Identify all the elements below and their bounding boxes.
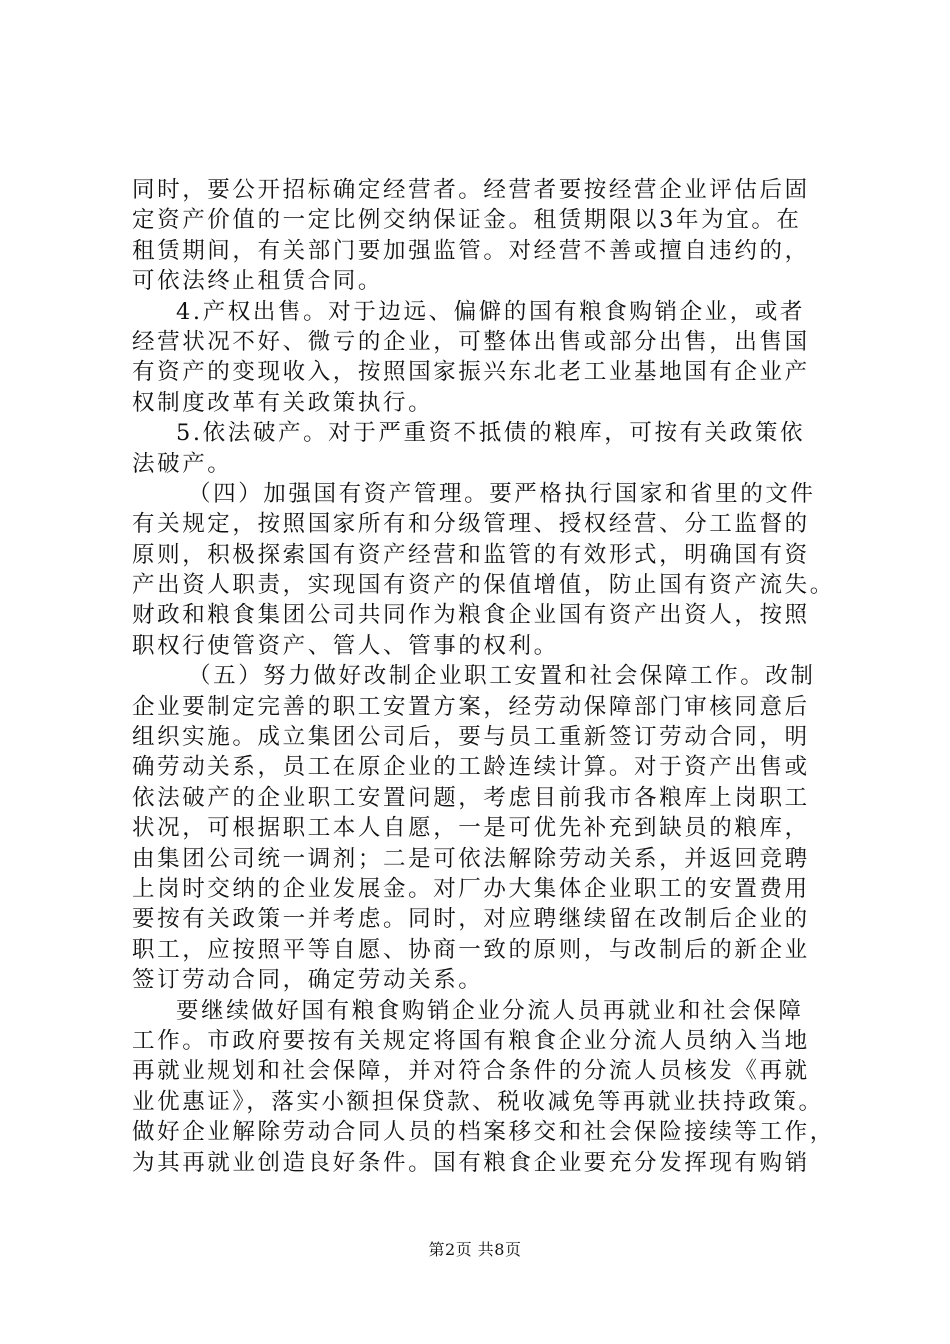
text-line: （五）努力做好改制企业职工安置和社会保障工作。改制 (188, 663, 816, 690)
text-line: 同时，要公开招标确定经营者。经营者要按经营企业评估后固 (132, 177, 810, 203)
text-line: 租赁期间，有关部门要加强监管。对经营不善或擅自违约的， (132, 237, 810, 264)
text-line: 可依法终止租赁合同。 (132, 268, 384, 295)
text-line: （四）加强国有资产管理。要严格执行国家和省里的文件 (188, 480, 816, 507)
text-line: 5.依法破产。对于严重资不抵债的粮库，可按有关政策依 (176, 420, 806, 447)
text-line: 企业要制定完善的职工安置方案，经劳动保障部门审核同意后 (132, 693, 810, 720)
body-text (132, 175, 838, 1178)
text-line: 职工，应按照平等自愿、协商一致的原则，与改制后的新企业 (132, 936, 810, 963)
text-line: 财政和粮食集团公司共同作为粮食企业国有资产出资人，按照 (132, 602, 810, 629)
text-line: 要按有关政策一并考虑。同时，对应聘继续留在改制后企业的 (132, 906, 810, 933)
text-line: 经营状况不好、微亏的企业，可整体出售或部分出售，出售国 (132, 328, 810, 355)
text-line: 原则，积极探索国有资产经营和监管的有效形式，明确国有资 (132, 541, 810, 568)
text-line: 状况，可根据职工本人自愿，一是可优先补充到缺员的粮库， (132, 815, 810, 842)
text-line: 有资产的变现收入，按照国家振兴东北老工业基地国有企业产 (132, 359, 810, 386)
page-number-footer: 第2页 共8页 (428, 1240, 522, 1259)
text-line: 有关规定，按照国家所有和分级管理、授权经营、分工监督的 (132, 511, 810, 538)
text-line: 要继续做好国有粮食购销企业分流人员再就业和社会保障 (176, 997, 804, 1024)
text-line: 由集团公司统一调剂；二是可依法解除劳动关系，并返回竞聘 (132, 845, 810, 872)
text-line: 做好企业解除劳动合同人员的档案移交和社会保险接续等工作， (132, 1119, 835, 1146)
text-line: 为其再就业创造良好条件。国有粮食企业要充分发挥现有购销 (132, 1149, 810, 1176)
text-line: 签订劳动合同，确定劳动关系。 (132, 967, 484, 994)
text-line: 4.产权出售。对于边远、偏僻的国有粮食购销企业，或者 (176, 298, 806, 325)
text-line: 组织实施。成立集团公司后，要与员工重新签订劳动合同，明 (132, 724, 810, 751)
text-line: 业优惠证》，落实小额担保贷款、税收减免等再就业扶持政策。 (132, 1088, 824, 1115)
text-line: 上岗时交纳的企业发展金。对厂办大集体企业职工的安置费用 (132, 875, 810, 902)
text-line: 法破产。 (132, 450, 233, 477)
text-line: 确劳动关系，员工在原企业的工龄连续计算。对于资产出售或 (132, 754, 810, 781)
text-line: 职权行使管资产、管人、管事的权利。 (132, 632, 559, 659)
text-line: 定资产价值的一定比例交纳保证金。租赁期限以3年为宜。在 (132, 207, 802, 234)
text-line: 再就业规划和社会保障，并对符合条件的分流人员核发《再就 (132, 1058, 810, 1085)
text-line: 工作。市政府要按有关规定将国有粮食企业分流人员纳入当地 (132, 1027, 810, 1054)
text-line: 权制度改革有关政策执行。 (132, 389, 434, 416)
text-line: 产出资人职责，实现国有资产的保值增值，防止国有资产流失。 (132, 572, 835, 599)
text-line: 依法破产的企业职工安置问题，考虑目前我市各粮库上岗职工 (132, 784, 810, 811)
